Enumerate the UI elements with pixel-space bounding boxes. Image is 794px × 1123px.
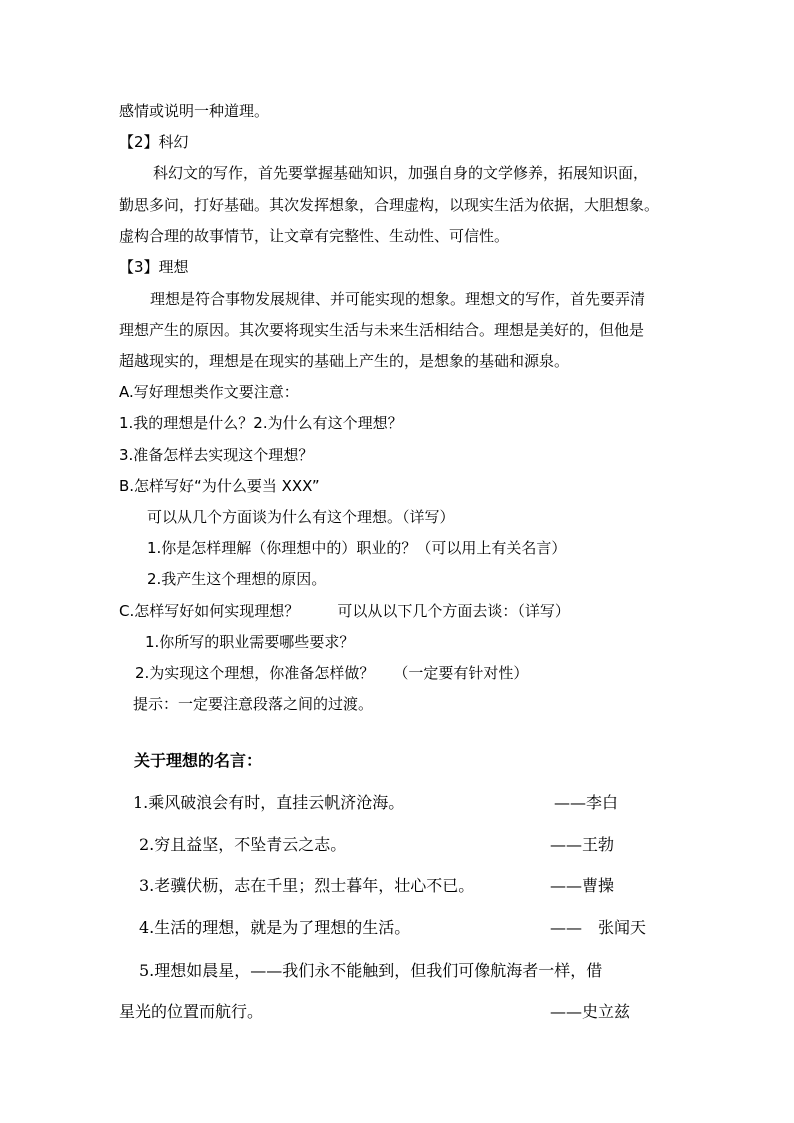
text-line: C.怎样写好如何实现理想？ 可以从以下几个方面去谈：（详写） (119, 602, 570, 620)
quote-text: 2.穷且益坚，不坠青云之志。 (139, 835, 347, 854)
quote-text: 3.老骥伏枥，志在千里；烈士暮年，壮心不已。 (139, 876, 475, 895)
text-line: 超越现实的，理想是在现实的基础上产生的，是想象的基础和源泉。 (119, 352, 570, 370)
text-line: B.怎样写好“为什么要当 XXX” (119, 477, 320, 495)
quote-text: 5.理想如晨星，——我们永不能触到，但我们可像航海者一样，借 (139, 961, 603, 980)
quote-text: 1.乘风破浪会有时，直挂云帆济沧海。 (133, 793, 405, 812)
text-line: 虚构合理的故事情节，让文章有完整性、生动性、可信性。 (119, 227, 510, 245)
quote-author: ——王勃 (550, 835, 615, 854)
text-line: 勤思多问，打好基础。其次发挥想象，合理虚构，以现实生活为依据，大胆想象。 (119, 196, 660, 214)
quote-text: 星光的位置而航行。 (119, 1002, 264, 1021)
text-line: 理想是符合事物发展规律、并可能实现的想象。理想文的写作，首先要弄清 (150, 290, 646, 308)
quote-text: 4.生活的理想，就是为了理想的生活。 (139, 918, 411, 937)
text-line: 科幻文的写作，首先要掌握基础知识，加强自身的文学修养，拓展知识面， (153, 164, 649, 182)
text-line: 3.准备怎样去实现这个理想？ (119, 446, 314, 464)
text-line: 1.我的理想是什么？2.为什么有这个理想？ (119, 414, 403, 432)
quote-author: ——李白 (554, 793, 619, 812)
text-line: 1.你所写的职业需要哪些要求？ (145, 633, 355, 651)
quotes-heading: 关于理想的名言： (134, 751, 263, 770)
quote-author: ——史立兹 (550, 1002, 631, 1021)
section-heading-scifi: 【2】科幻 (119, 133, 189, 151)
text-line: 理想产生的原因。其次要将现实生活与未来生活相结合。理想是美好的，但他是 (119, 321, 645, 339)
text-line: 1.你是怎样理解（你理想中的）职业的？（可以用上有关名言） (147, 539, 567, 557)
text-line: 2.我产生这个理想的原因。 (147, 570, 327, 588)
text-line: 感情或说明一种道理。 (119, 102, 270, 120)
quote-author: —— 张闻天 (550, 918, 647, 937)
text-line: 可以从几个方面谈为什么有这个理想。（详写） (147, 508, 455, 526)
text-line: 2.为实现这个理想，你准备怎样做？ （一定要有针对性） (135, 664, 529, 682)
section-heading-ideal: 【3】理想 (119, 258, 189, 276)
quote-author: ——曹操 (550, 876, 615, 895)
text-line: A.写好理想类作文要注意： (119, 383, 299, 401)
text-line: 提示：一定要注意段落之间的过渡。 (133, 695, 374, 713)
